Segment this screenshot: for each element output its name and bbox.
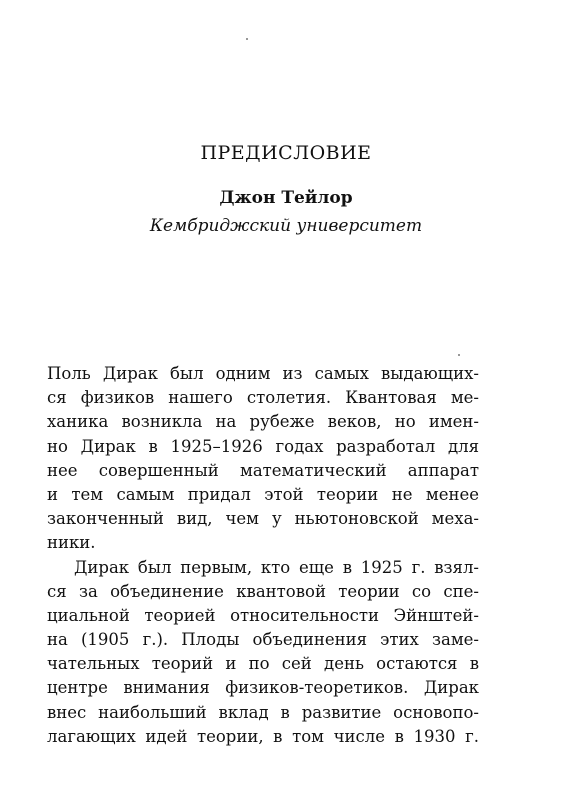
paragraph-2 bbox=[47, 556, 479, 750]
paragraph-1 bbox=[47, 362, 479, 556]
text-line: законченный вид, чем у ньютоновской меха- bbox=[47, 509, 479, 529]
text-line: но Дирак в 1925–1926 годах разработал для bbox=[47, 436, 479, 456]
text-line: циальной теорией относительности Эйнштей- bbox=[47, 605, 479, 625]
author-affiliation: Кембриджский университет bbox=[149, 216, 423, 236]
print-speck bbox=[246, 38, 248, 40]
author-name: Джон Тейлор bbox=[219, 188, 353, 208]
text-line: нее совершенный математический аппарат bbox=[47, 460, 479, 480]
text-line: ханика возникла на рубеже веков, но имен- bbox=[47, 412, 479, 432]
body-text bbox=[47, 362, 479, 749]
text-line: чательных теорий и по сей день остаются в bbox=[47, 654, 479, 674]
text-line: на (1905 г.). Плоды объединения этих заме- bbox=[47, 630, 479, 650]
text-line: внес наибольший вклад в развитие основопо- bbox=[47, 702, 479, 722]
text-line: Дирак был первым, кто еще в 1925 г. взял- bbox=[74, 557, 479, 577]
text-line: ники. bbox=[47, 533, 96, 553]
text-line: лагающих идей теории, в том числе в 1930 г. bbox=[47, 726, 479, 746]
text-line: ся физиков нашего столетия. Квантовая ме- bbox=[47, 388, 479, 408]
text-line: Поль Дирак был одним из самых выдающих- bbox=[47, 364, 479, 383]
text-line: и тем самым придал этой теории не менее bbox=[47, 484, 479, 504]
section-heading: ПРЕДИСЛОВИЕ bbox=[200, 142, 372, 164]
text-line: центре внимания физиков-теоретиков. Дирак bbox=[47, 678, 479, 698]
print-speck bbox=[458, 354, 460, 356]
text-line: ся за объединение квантовой теории со спе- bbox=[47, 581, 479, 601]
